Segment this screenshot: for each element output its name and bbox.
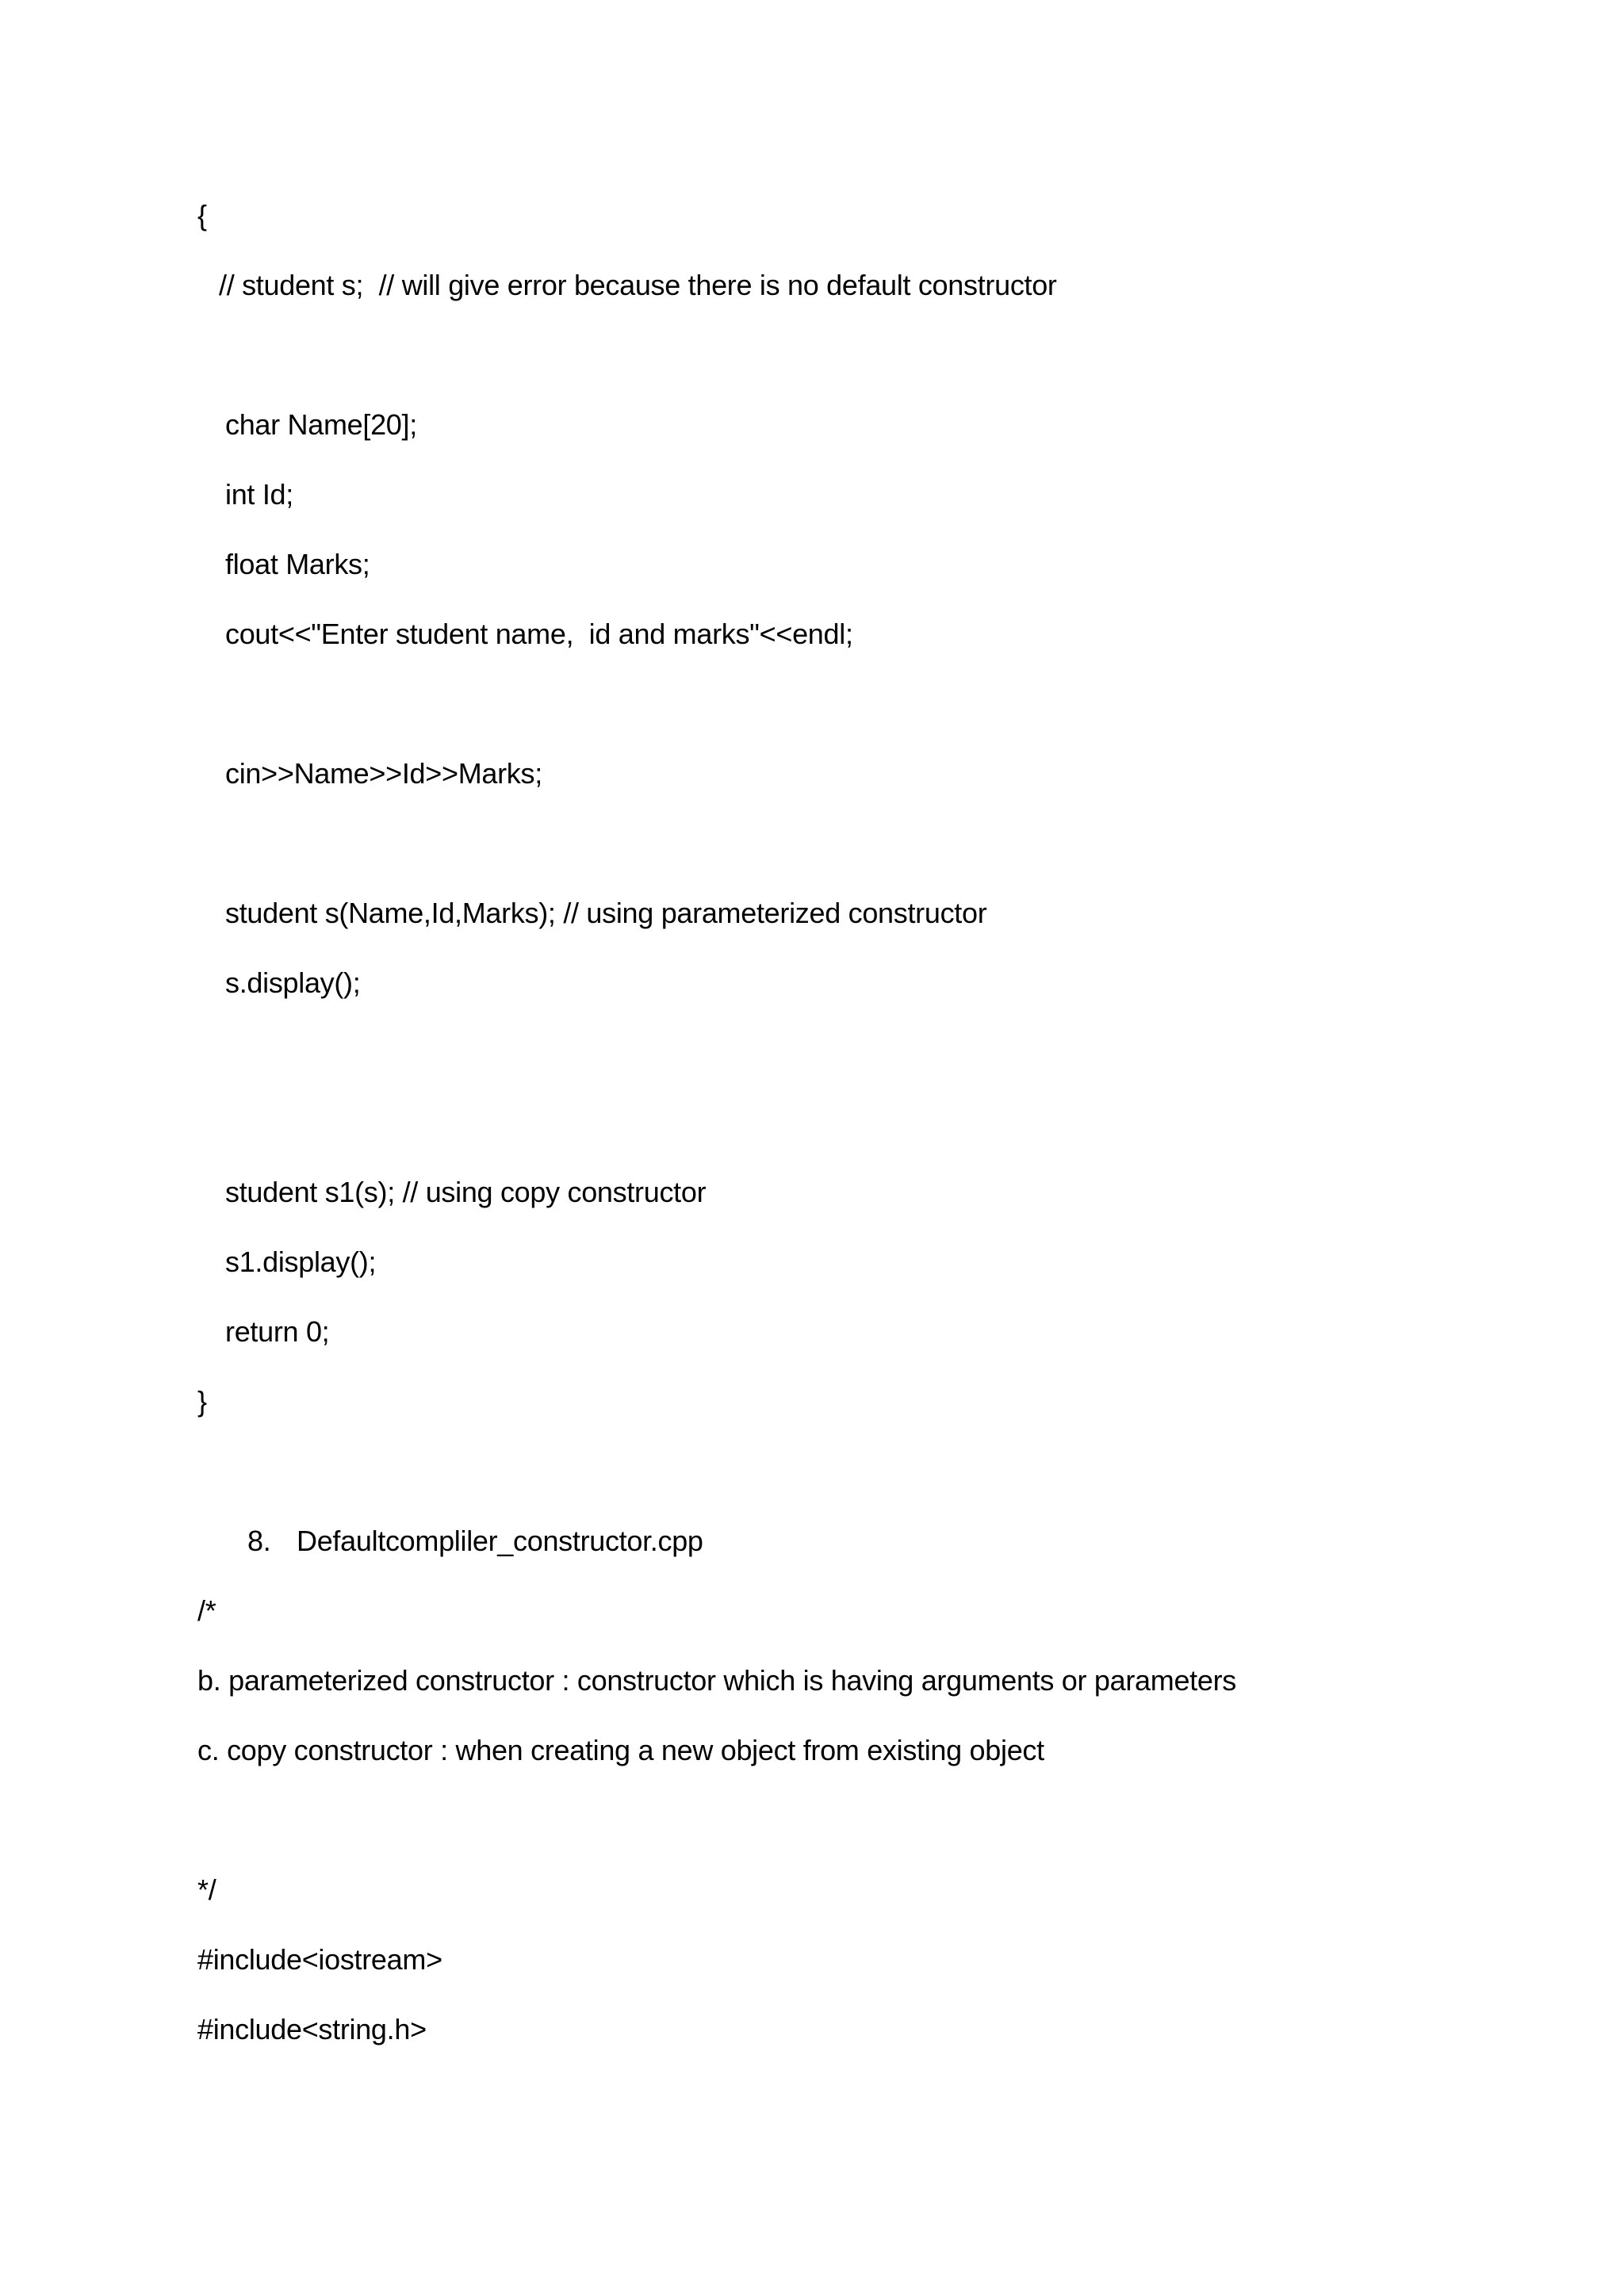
code-line-cin: cin>>Name>>Id>>Marks; bbox=[225, 757, 542, 790]
code-line-s1-display: s1.display(); bbox=[225, 1246, 377, 1278]
code-line-marks-decl: float Marks; bbox=[225, 548, 370, 580]
comment-line: // student s; // will give error because there is no default constructor bbox=[219, 269, 1057, 301]
code-line-return: return 0; bbox=[225, 1315, 330, 1348]
list-item-number: 8. bbox=[247, 1525, 271, 1557]
comment-open: /* bbox=[197, 1594, 216, 1627]
code-line-copy-constructor: student s1(s); // using copy constructor bbox=[225, 1176, 707, 1208]
close-brace: } bbox=[197, 1385, 207, 1418]
comment-close: */ bbox=[197, 1873, 216, 1906]
code-line-name-decl: char Name[20]; bbox=[225, 408, 417, 441]
include-string: #include<string.h> bbox=[197, 2013, 427, 2045]
comment-text-parameterized: b. parameterized constructor : constructor which is having arguments or parameters bbox=[197, 1664, 1236, 1697]
code-line-cout: cout<<"Enter student name, id and marks"<<endl; bbox=[225, 618, 853, 650]
code-line-id-decl: int Id; bbox=[225, 478, 293, 511]
code-line-param-constructor: student s(Name,Id,Marks); // using parameterized constructor bbox=[225, 897, 987, 929]
code-line-display: s.display(); bbox=[225, 966, 361, 999]
include-iostream: #include<iostream> bbox=[197, 1943, 442, 1976]
comment-text-copy: c. copy constructor : when creating a new object from existing object bbox=[197, 1734, 1044, 1766]
list-item-filename: Defaultcompliler_constructor.cpp bbox=[297, 1525, 703, 1557]
open-brace: { bbox=[197, 199, 207, 232]
